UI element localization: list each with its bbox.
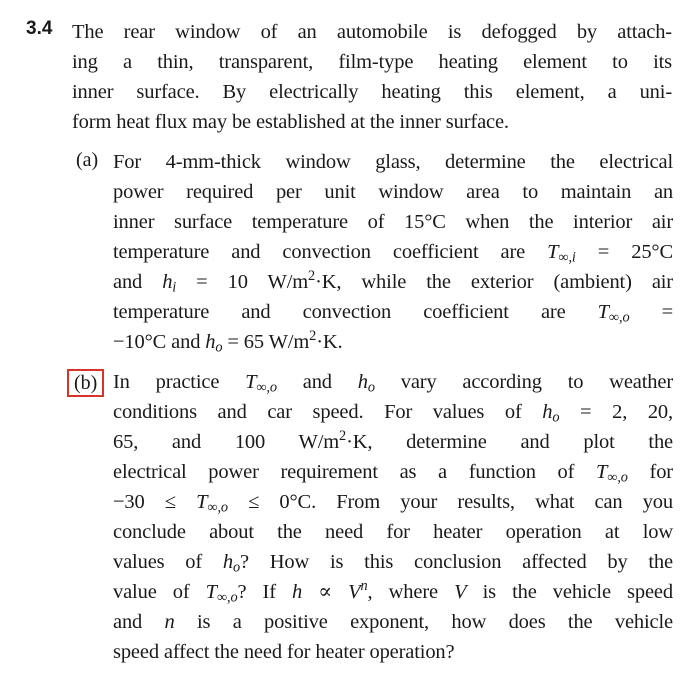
part-b-line: conclude about the need for heater operation at low — [113, 521, 673, 543]
part-a-text — [113, 147, 673, 357]
intro-line: form heat flux may be established at the inner surface. — [72, 111, 509, 133]
part-b-line: $-30 \le T_{\infty,o} \le 0^\circ C$. From your results, what can you — [113, 491, 674, 516]
part-b-line: values of $h_o$? How is this conclusion affected by the — [113, 551, 673, 576]
part-a-label: (a) — [76, 149, 99, 171]
part-b-line: speed affect the need for heater operation? — [113, 641, 455, 663]
part-b-line: and n is a positive exponent, how does the vehicle — [113, 611, 673, 633]
part-b-label-highlighted: (b) — [67, 369, 104, 397]
problem-intro — [72, 17, 672, 137]
intro-line: inner surface. By electrically heating this element, a uni- — [72, 81, 672, 103]
problem-number: 3.4 — [26, 18, 53, 39]
part-a-line: inner surface temperature of 15°C when the interior air — [113, 211, 673, 233]
part-b-line: In practice $T_{\infty,o}$ and $h_o$ vary according to weather — [113, 371, 673, 396]
part-b-line: conditions and car speed. For values of $h_o = 2$, 20, — [113, 401, 673, 426]
intro-line: The rear window of an automobile is defogged by attach- — [72, 21, 672, 43]
part-a-line: temperature and convection coefficient are $T_{\infty,o}$ = — [113, 301, 674, 326]
part-b-line: electrical power requirement as a function of $T_{\infty,o}$ for — [113, 461, 673, 486]
part-b-line: value of $T_{\infty,o}$? If $h \propto V^n$, where V is the vehicle speed — [113, 578, 673, 606]
part-a-line: temperature and convection coefficient are $T_{\infty,i} = 25^\circ C$ — [113, 241, 673, 266]
part-a-line: −10°C and $h_o = 65$ $W/m^2\cdot K$. — [113, 328, 343, 356]
part-a-line: For 4-mm-thick window glass, determine the electrical — [113, 151, 673, 173]
part-b-line: 65, and 100 $W/m^2\cdot K$, determine and plot the — [113, 428, 673, 453]
part-b-text — [113, 367, 673, 667]
part-a-line: and $h_i = 10$ $W/m^2\cdot K$, while the exterior (ambient) air — [113, 268, 673, 296]
part-a-line: power required per unit window area to maintain an — [113, 181, 673, 203]
intro-line: ing a thin, transparent, film-type heating element to its — [72, 51, 672, 73]
